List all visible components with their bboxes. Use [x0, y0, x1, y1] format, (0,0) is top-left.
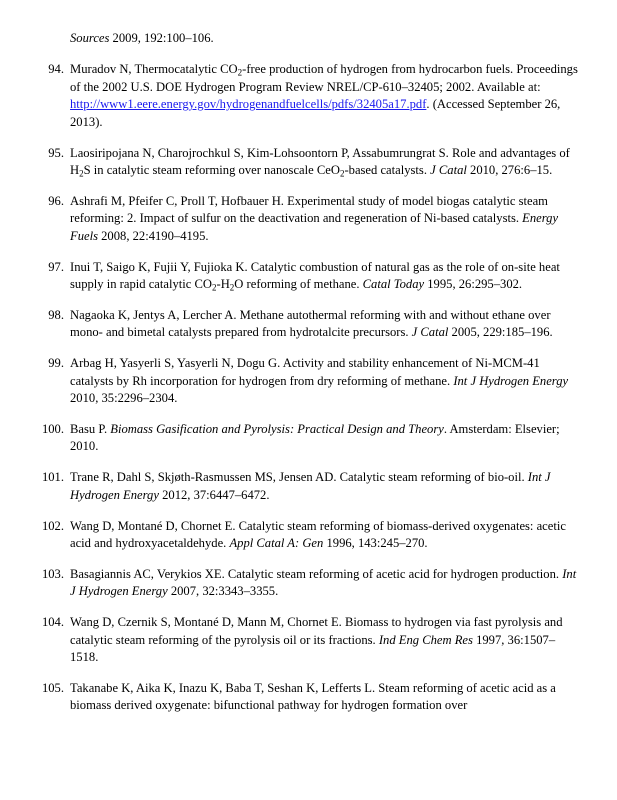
reference-text-run: . Amsterdam: Elsevier; 2010. — [70, 421, 560, 454]
reference-journal-title: Catal Today — [362, 276, 425, 291]
reference-text-run: Basu P. — [70, 421, 111, 436]
reference-item — [34, 469, 579, 504]
reference-text-run: Laosiripojana N, Charojrochkul S, Kim-Lohsoontorn P, Assabumrungrat S. Role and advantages of H — [70, 145, 570, 177]
reference-text-run: 1996, 143:245–270. — [323, 535, 428, 550]
reference-item — [34, 518, 579, 553]
reference-text-run: 2008, 22:4190–4195. — [97, 228, 209, 243]
reference-text-run: S in catalytic steam reforming over nanoscale CeO — [83, 162, 340, 177]
reference-journal-title: J Catal — [411, 325, 449, 340]
reference-journal-title: Ind Eng Chem Res — [378, 632, 473, 647]
reference-item — [34, 193, 579, 245]
reference-number: 102. — [41, 518, 64, 533]
reference-journal-title: J Catal — [430, 162, 467, 177]
reference-journal-title: Int J Hydrogen Energy — [453, 373, 569, 388]
reference-text — [70, 680, 579, 715]
reference-number: 105. — [41, 680, 64, 695]
continuation-paragraph — [34, 30, 579, 47]
reference-number: 101. — [41, 470, 64, 485]
subscript-text: 2 — [237, 67, 243, 78]
reference-text-run: 1997, 36:1507–1518. — [70, 632, 556, 664]
reference-journal-title: Appl Catal A: Gen — [229, 535, 324, 550]
reference-item — [34, 307, 579, 342]
reference-journal-title: Biomass Gasification and Pyrolysis: Practical Design and Theory — [110, 421, 444, 436]
reference-text-run: 1995, 26:295–302. — [424, 276, 523, 291]
reference-text-run: Takanabe K, Aika K, Inazu K, Baba T, Seshan K, Lefferts L. Steam reforming of acetic acid as a biomass derived oxygenate: bifunctional pathway for hydrogen formation over — [70, 680, 556, 713]
reference-number: 95. — [48, 145, 64, 160]
reference-number: 96. — [48, 193, 64, 208]
reference-item — [34, 566, 579, 601]
reference-text-run: Wang D, Czernik S, Montané D, Mann M, Chornet E. Biomass to hydrogen via fast pyrolysis and catalytic steam reforming of the pyrolysis oil or its fractions. — [70, 615, 563, 647]
reference-number: 100. — [41, 421, 64, 436]
reference-item — [34, 355, 579, 407]
reference-item — [34, 61, 579, 131]
reference-text-run: Inui T, Saigo K, Fujii Y, Fujioka K. Catalytic combustion of natural gas as the role of on-site heat supply in rapid catalytic CO — [70, 259, 560, 291]
reference-text-run: -H — [216, 276, 230, 291]
reference-text-run: . (Accessed September 26, 2013). — [70, 97, 561, 129]
reference-url-link[interactable]: http://www1.eere.energy.gov/hydrogenandfuelcells/pdfs/32405a17.pdf — [70, 97, 427, 112]
reference-text — [70, 614, 579, 666]
continuation-rest: 2009, 192:100–106. — [109, 31, 214, 45]
reference-item — [34, 614, 579, 666]
reference-journal-title: Int J Hydrogen Energy — [70, 470, 551, 502]
reference-text-run: 2007, 32:3343–3355. — [167, 584, 279, 599]
reference-text — [70, 518, 579, 553]
reference-text-run: -based catalysts. — [344, 162, 431, 177]
reference-text — [70, 61, 579, 131]
reference-text — [70, 307, 579, 342]
reference-number: 104. — [41, 615, 64, 630]
reference-text-run: Arbag H, Yasyerli S, Yasyerli N, Dogu G. Activity and stability enhancement of Ni-MCM-41 catalysts by Rh incorporation for hydrogen from dry reforming of methane. — [70, 356, 540, 388]
reference-text — [70, 469, 579, 504]
reference-number: 98. — [48, 307, 64, 322]
subscript-text: 2 — [79, 168, 84, 179]
reference-number: 103. — [41, 566, 64, 581]
reference-journal-title: Int J Hydrogen Energy — [70, 566, 577, 599]
subscript-text: 2 — [229, 282, 235, 293]
reference-text-run: -free production of hydrogen from hydrocarbon fuels. Proceedings of the 2002 U.S. DOE Hydrogen Program Review NREL/CP-610–32405; 2002. Available at: — [70, 62, 578, 94]
reference-item — [34, 421, 579, 456]
reference-list — [34, 61, 579, 714]
reference-text-run: Muradov N, Thermocatalytic CO — [70, 62, 238, 77]
reference-number: 94. — [48, 62, 64, 77]
reference-text-run: 2010, 276:6–15. — [466, 162, 553, 177]
reference-text — [70, 259, 579, 294]
reference-journal-title: Energy Fuels — [70, 211, 559, 243]
subscript-text: 2 — [212, 282, 217, 293]
reference-item — [34, 680, 579, 715]
reference-number: 97. — [48, 259, 64, 274]
subscript-text: 2 — [339, 168, 345, 179]
reference-text-run: Trane R, Dahl S, Skjøth-Rasmussen MS, Jensen AD. Catalytic steam reforming of bio-oil. — [70, 470, 528, 485]
reference-text — [70, 355, 579, 407]
continuation-journal: Sources — [70, 31, 110, 45]
reference-text-run: 2012, 37:6447–6472. — [158, 487, 270, 502]
reference-text-run: 2010, 35:2296–2304. — [70, 391, 178, 405]
reference-text — [70, 193, 579, 245]
reference-text-run: Wang D, Montané D, Chornet E. Catalytic steam reforming of biomass-derived oxygenates: acetic acid and hydroxyacetaldehyde. — [70, 518, 566, 550]
reference-text-run: 2005, 229:185–196. — [448, 325, 553, 340]
reference-text-run: Ashrafi M, Pfeifer C, Proll T, Hofbauer H. Experimental study of model biogas catalytic steam reforming: 2. Impact of sulfur on the deactivation and regeneration of Ni-based catalysts. — [70, 193, 548, 226]
reference-text — [70, 566, 579, 601]
reference-text-run: O reforming of methane. — [234, 276, 363, 291]
reference-text — [70, 145, 579, 180]
reference-item — [34, 145, 579, 180]
reference-item — [34, 259, 579, 294]
reference-number: 99. — [48, 356, 64, 371]
reference-text — [70, 421, 579, 456]
reference-text-run: Basagiannis AC, Verykios XE. Catalytic steam reforming of acetic acid for hydrogen production. — [70, 566, 563, 581]
reference-text-run: Nagaoka K, Jentys A, Lercher A. Methane autothermal reforming with and without ethane over mono- and bimetal catalysts prepared from hydrotalcite precursors. — [70, 307, 551, 340]
